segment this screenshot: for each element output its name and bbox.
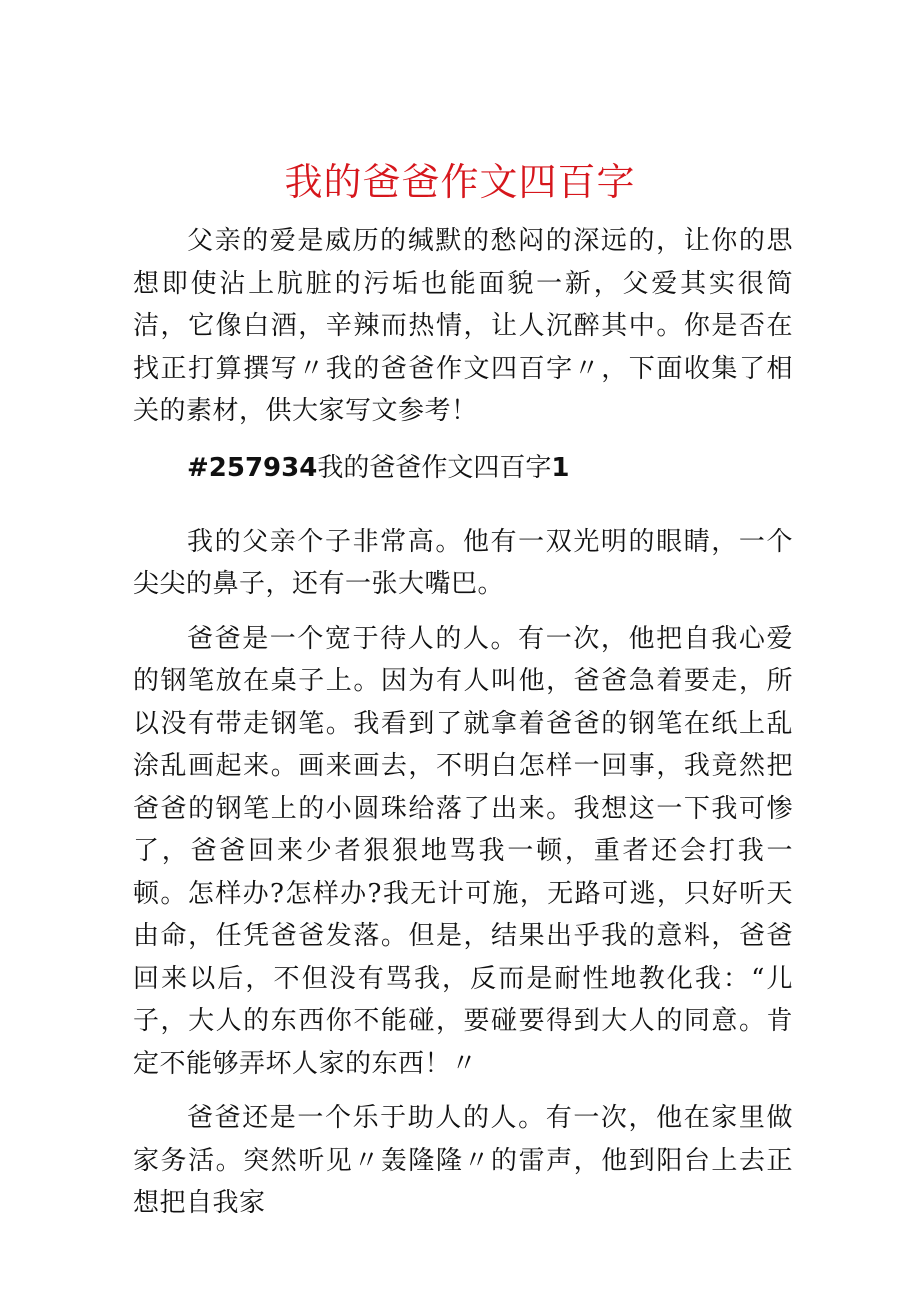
body-paragraph: 我的父亲个子非常高。他有一双光明的眼睛，一个尖尖的鼻子，还有一张大嘴巴。 [133, 526, 793, 599]
body-paragraph: 爸爸是一个宽于待人的人。有一次，他把自我心爱的钢笔放在桌子上。因为有人叫他，爸爸急着要走，所以没有带走钢笔。我看到了就拿着爸爸的钢笔在纸上乱涂乱画起来。画来画去，不明白怎样一回事，我竟然把爸爸的钢笔上的小圆珠给落了出来。我想这一下我可惨了，爸爸回来少者狠狠地骂我一顿，重者还会打我一顿。怎样办?怎样办?我无计可施，无路可逃，只好听天由命，任凭爸爸发落。但是，结果出乎我的意料，爸爸回来以后，不但没有骂我，反而是耐性地教化我：“儿子，大人的东西你不能碰，要碰要得到大人的同意。肯定不能够弄坏人家的东西！〃 [133, 623, 793, 1079]
document-title: 我的爸爸作文四百字 [284, 160, 636, 204]
document-body [133, 220, 793, 1225]
section-title: 我的爸爸作文四百字 [317, 452, 552, 483]
section-id: #257934 [187, 452, 318, 483]
body-paragraph: 爸爸还是一个乐于助人的人。有一次，他在家里做家务活。突然听见〃轰隆隆〃的雷声，他到阳台上去正想把自我家 [133, 1103, 793, 1218]
section-heading [133, 447, 793, 489]
section-number: 1 [551, 452, 570, 483]
intro-paragraph: 父亲的爱是威历的缄默的愁闷的深远的，让你的思想即使沾上肮脏的污垢也能面貌一新，父爱其实很简洁，它像白酒，辛辣而热情，让人沉醉其中。你是否在找正打算撰写〃我的爸爸作文四百字〃，下面收集了相关的素材，供大家写文参考！ [133, 226, 793, 426]
